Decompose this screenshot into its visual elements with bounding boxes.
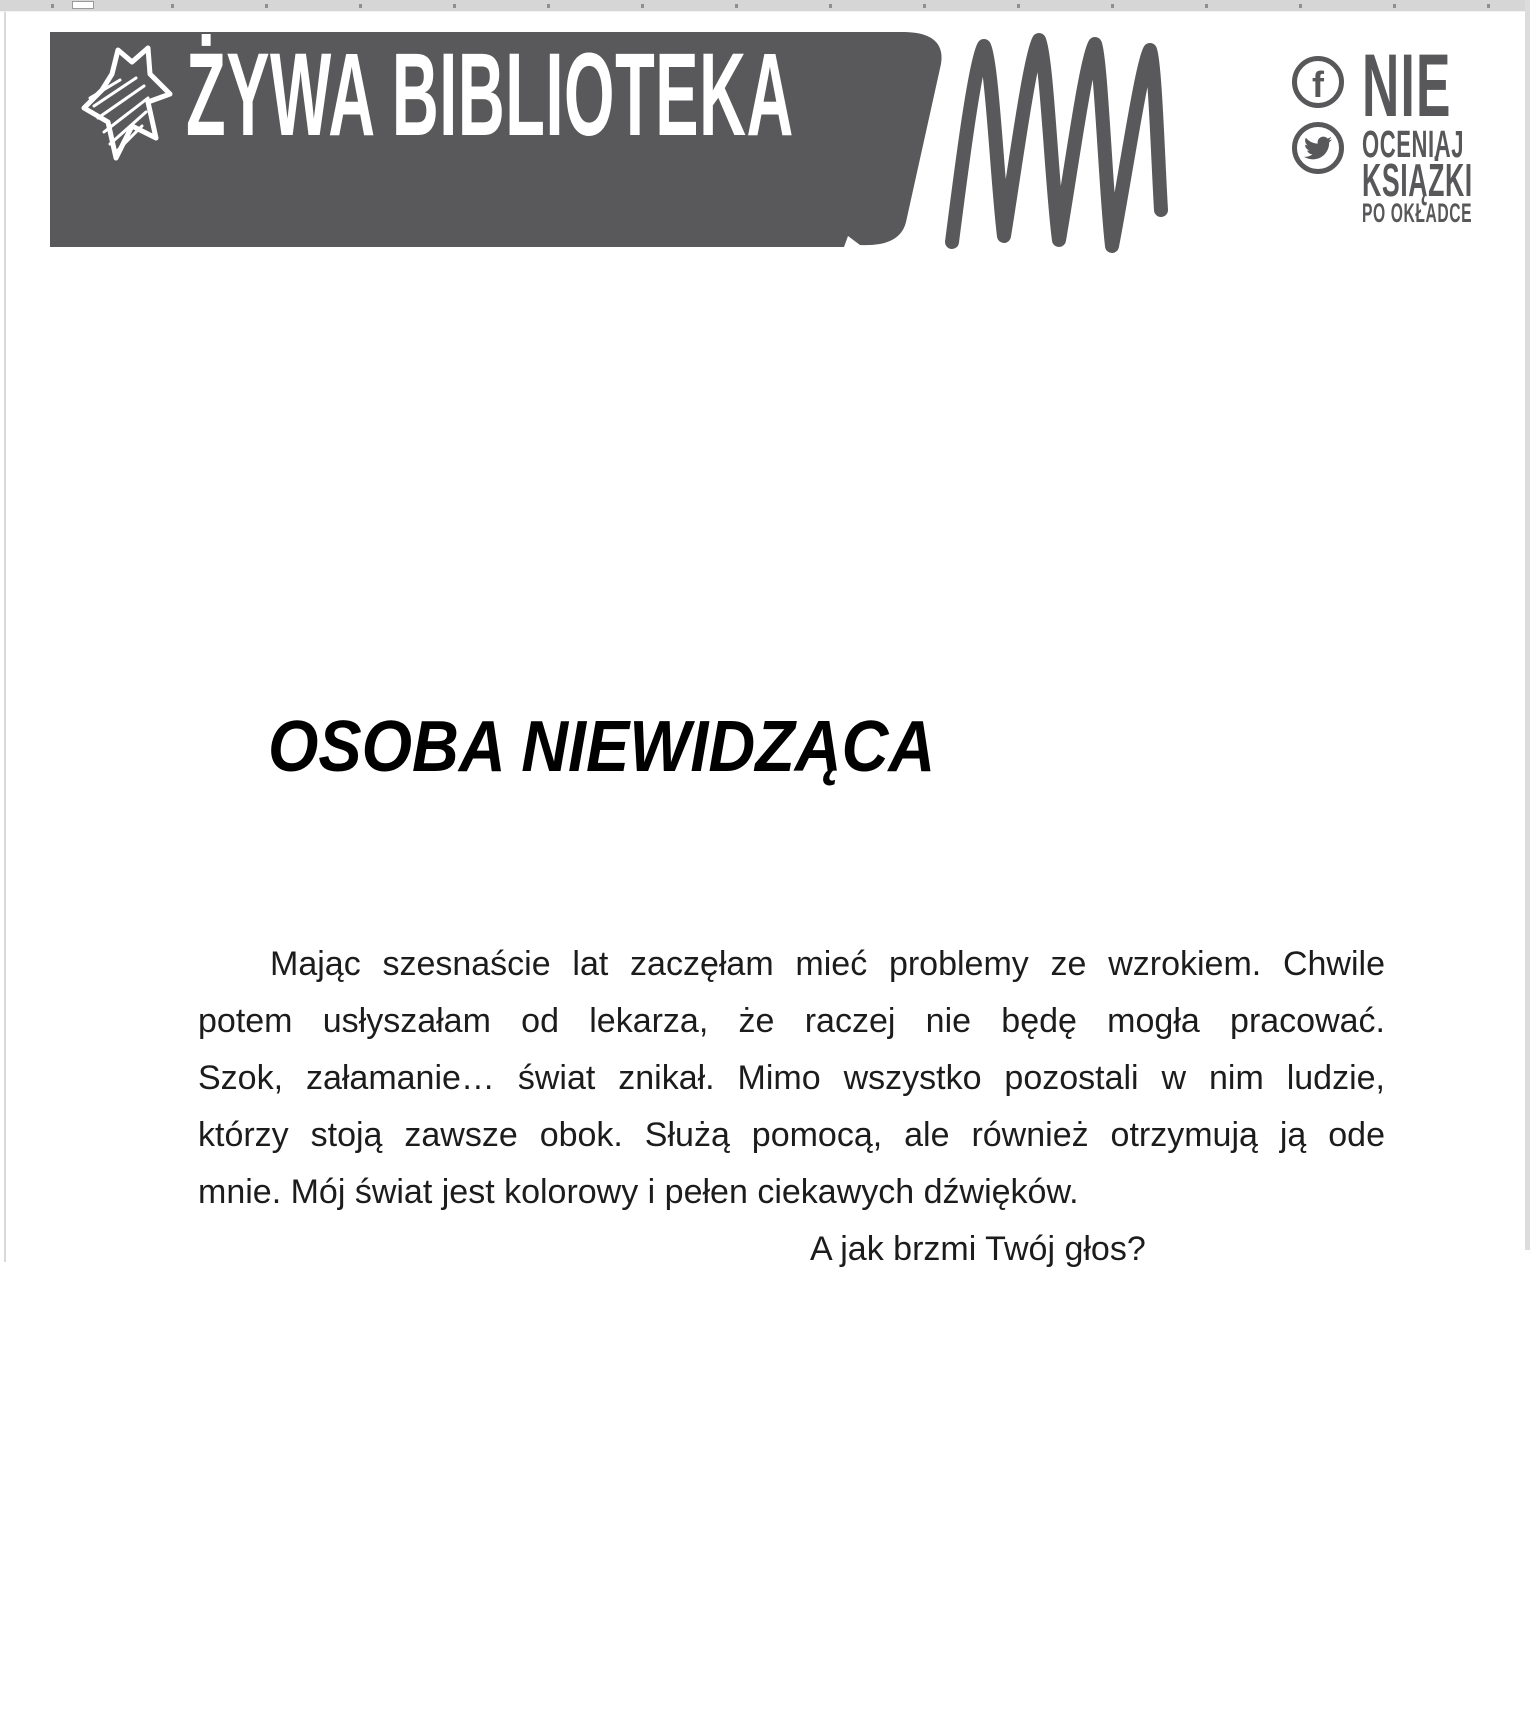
campaign-line-2: OCENIAJ (1362, 124, 1465, 166)
twitter-icon (1292, 122, 1344, 174)
brand-title: ŻYWA BIBLIOTEKA (186, 29, 794, 161)
paragraph-line: Szok, załamanie… świat znikał. Mimo wszystko pozostali w nim ludzie, (198, 1059, 1385, 1097)
campaign-line-4: PO OKŁADCE (1362, 198, 1473, 228)
story-paragraph (198, 936, 1385, 1278)
document-title: OSOBA NIEWIDZĄCA (268, 707, 936, 787)
paragraph-line: którzy stoją zawsze obok. Służą pomocą, ale również otrzymują ją ode (198, 1116, 1385, 1154)
paragraph-line: Mając szesnaście lat zaczęłam mieć problemy ze wzrokiem. Chwile (270, 945, 1385, 983)
twitter-bird-glyph (1304, 134, 1332, 162)
closing-question-line: A jak brzmi Twój głos? (810, 1230, 1146, 1268)
facebook-icon: f (1292, 56, 1344, 108)
paragraph-line: mnie. Mój świat jest kolorowy i pełen ciekawych dźwięków. (198, 1173, 1079, 1211)
scribble-star-icon (76, 40, 178, 168)
paragraph-line: potem usłyszałam od lekarza, że raczej nie będę mogła pracować. (198, 1002, 1385, 1040)
campaign-line-3: KSIĄŻKI (1362, 154, 1473, 206)
campaign-line-1: NIE (1362, 35, 1452, 135)
marker-scribble-icon (952, 40, 1161, 246)
page-edge-right (1525, 0, 1530, 1250)
